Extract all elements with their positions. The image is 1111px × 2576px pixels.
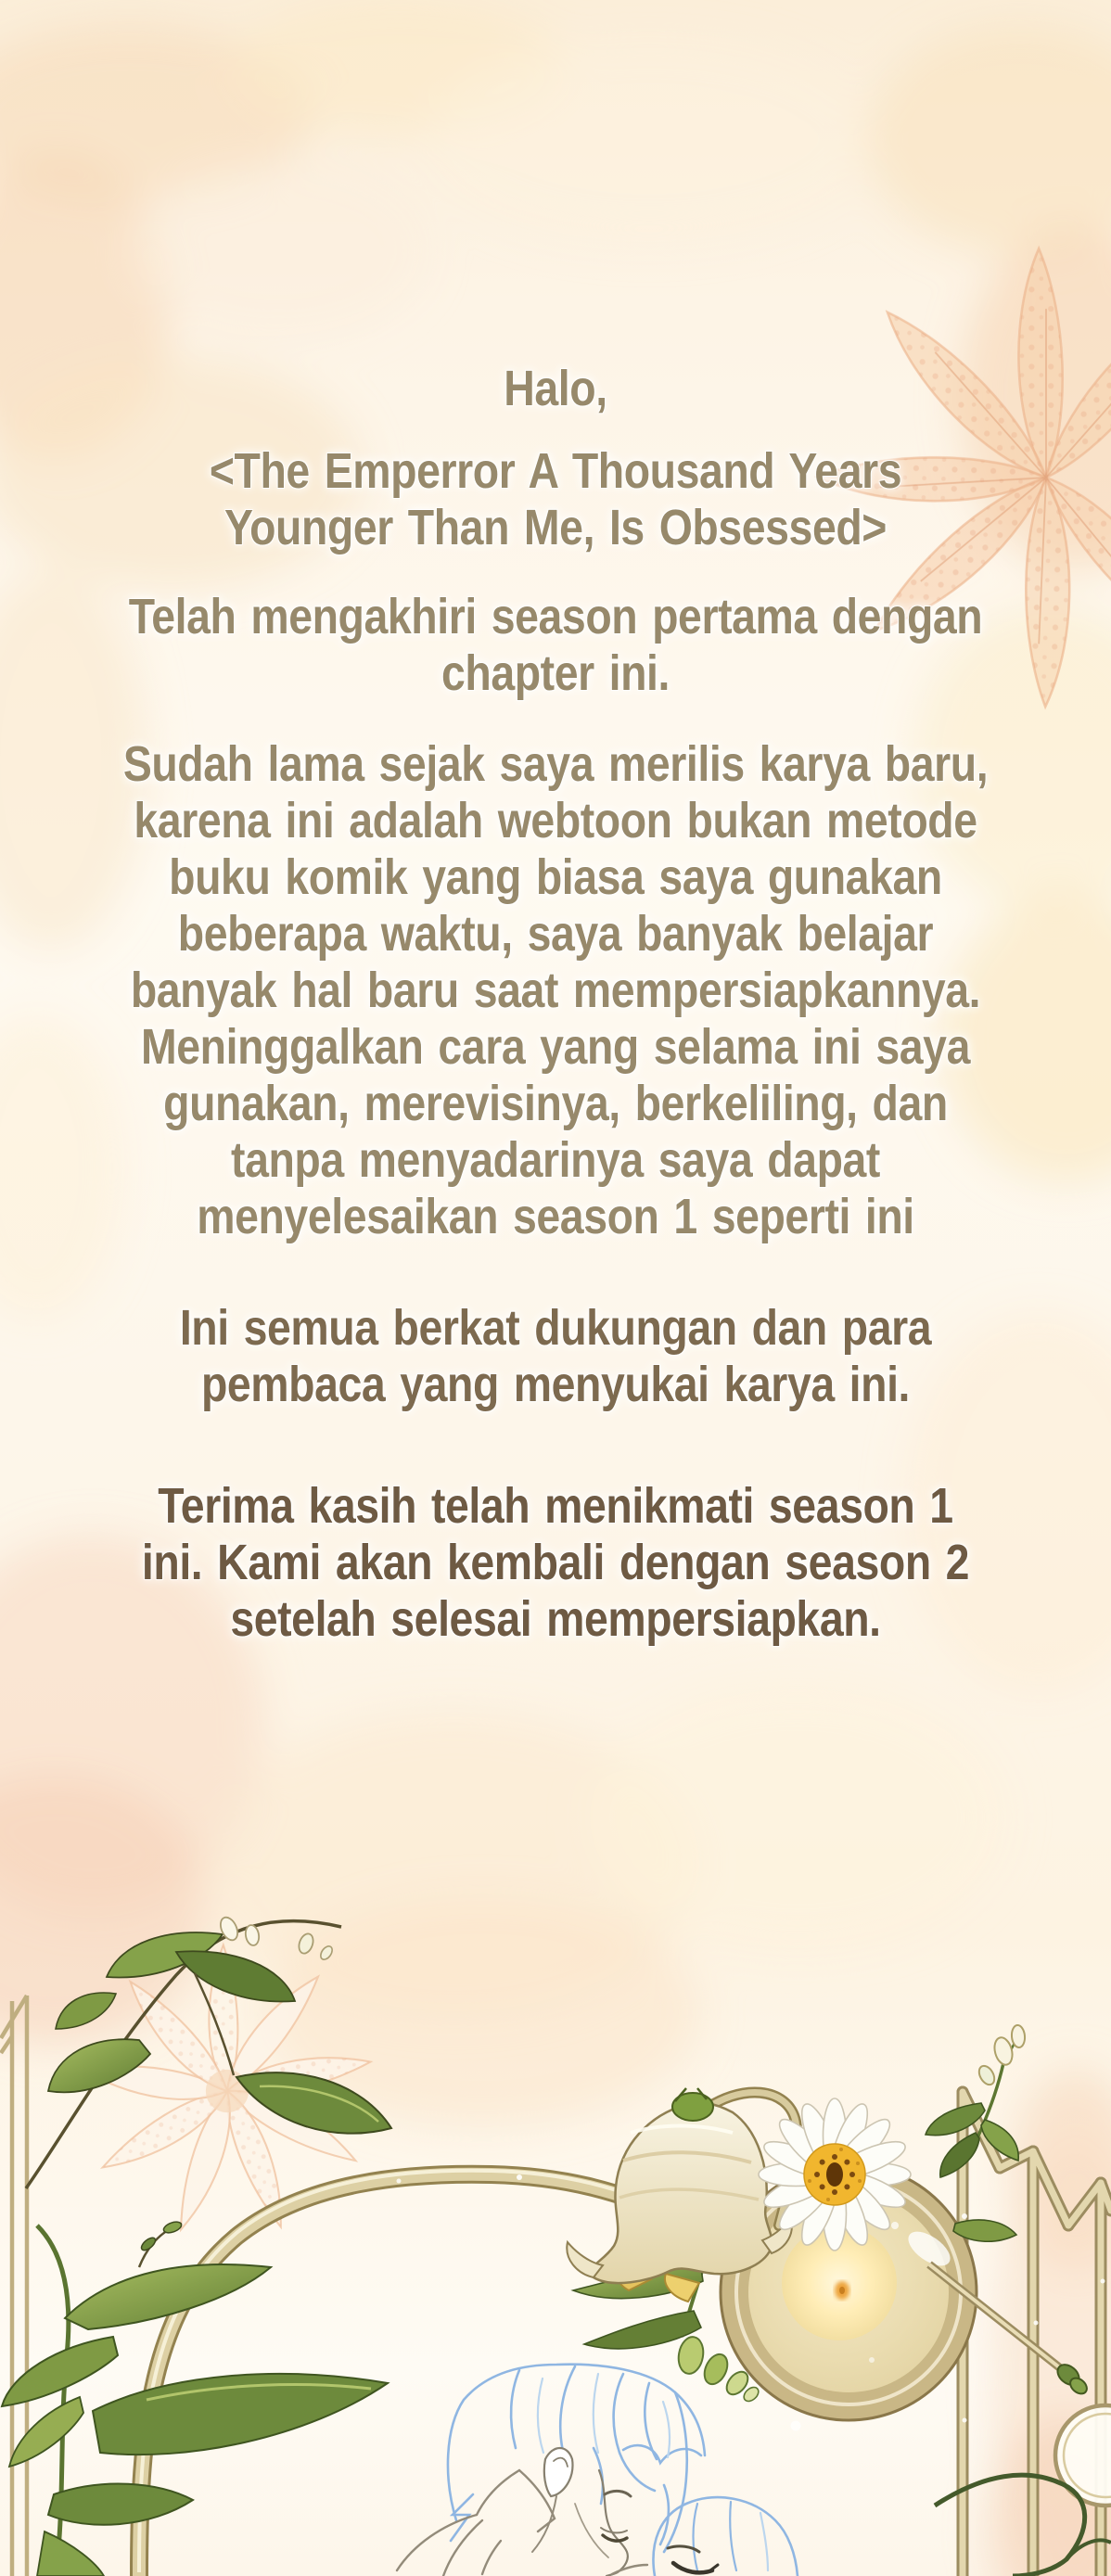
paragraph-author-note <box>78 736 1033 1245</box>
closing-line-1: Terima kasih telah menikmati season 1 <box>158 1478 953 1534</box>
body-line-1: Sudah lama sejak saya merilis karya baru, <box>122 736 989 792</box>
paragraph-season-end <box>78 589 1033 702</box>
thanks-line-1: Ini semua berkat dukungan dan para <box>179 1300 932 1356</box>
closing-line-3: setelah selesai mempersiapkan. <box>230 1591 881 1647</box>
person-1-shirt <box>397 2470 647 2576</box>
person-1-face <box>532 2448 631 2576</box>
greeting-text: Halo, <box>504 361 607 416</box>
left-frame-bars <box>1 1996 27 2576</box>
body-line-5: banyak hal baru saat mempersiapkannya. <box>130 963 981 1018</box>
body-line-4: beberapa waktu, saya banyak belajar <box>177 906 934 962</box>
intro-line-1: Telah mengakhiri season pertama dengan <box>128 589 983 644</box>
body-line-9: menyelesaikan season 1 seperti ini <box>197 1189 914 1244</box>
body-line-6: Meninggalkan cara yang selama ini saya <box>141 1019 970 1075</box>
thanks-line-2: pembaca yang menyukai karya ini. <box>200 1357 911 1412</box>
person-1-hair <box>448 2365 705 2552</box>
body-line-7: gunakan, merevisinya, berkeliling, dan <box>163 1076 948 1131</box>
left-vine <box>2 2225 388 2576</box>
series-title-line-2: Younger Than Me, Is Obsessed> <box>223 500 887 555</box>
series-title <box>78 443 1033 556</box>
paragraph-thanks <box>78 1300 1033 1413</box>
series-title-line-1: <The Emperror A Thousand Years <box>209 443 902 499</box>
footer-illustration <box>0 1892 1111 2576</box>
person-2-head <box>653 2497 798 2576</box>
paragraph-closing <box>78 1478 1033 1648</box>
body-line-3: buku komik yang biasa saya gunakan <box>169 849 942 905</box>
body-line-2: karena ini adalah webtoon bukan metode <box>134 793 977 848</box>
intro-line-2: chapter ini. <box>441 645 670 701</box>
closing-line-2: ini. Kami akan kembali dengan season 2 <box>141 1535 970 1590</box>
body-line-8: tanpa menyadarinya saya dapat <box>231 1132 880 1188</box>
jasmine-branch-top-left <box>26 1915 391 2267</box>
white-daisy <box>759 2098 911 2251</box>
